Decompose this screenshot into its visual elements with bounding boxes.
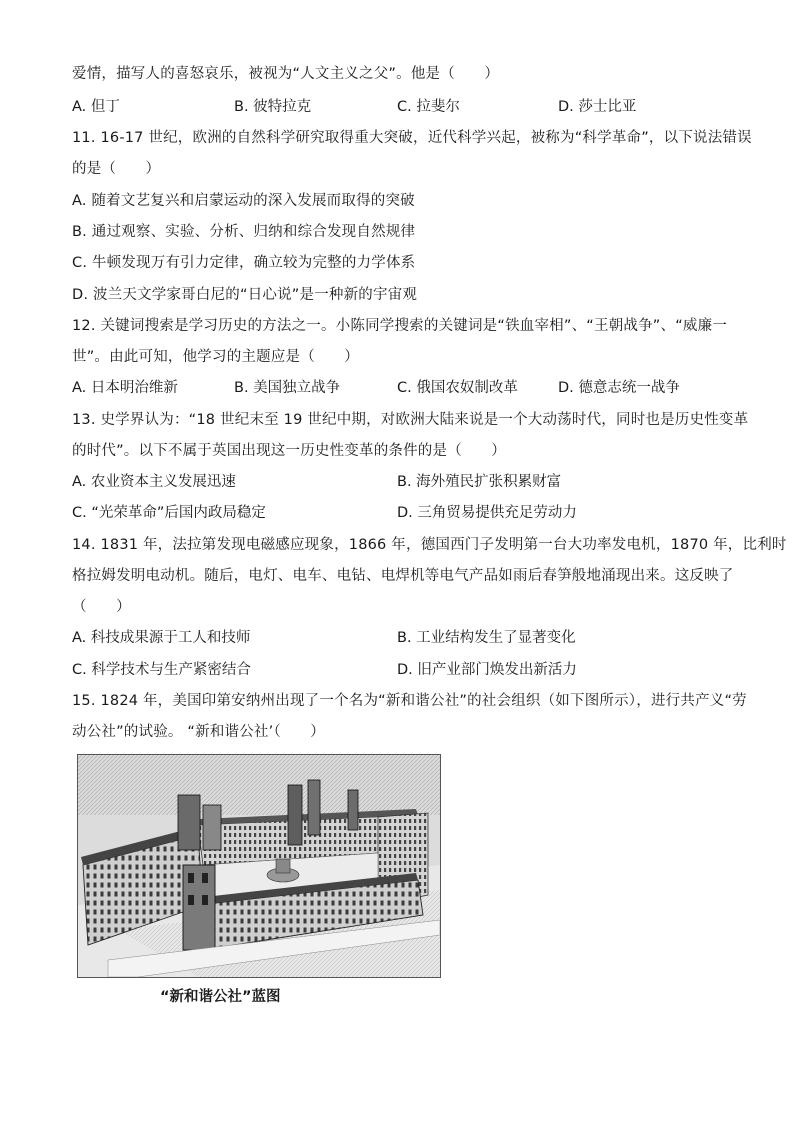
q11-stem-line2: 的是（ ） [72,161,161,177]
q14-stem-line3: （ ） [72,599,131,615]
q13-option-a: A. 农业资本主义发展迅速 [72,474,236,490]
q13-stem-line1: 13. 史学界认为：“18 世纪末至 19 世纪中期，对欧洲大陆来说是一个大动荡时代，同时也是历史性变革 [72,412,749,428]
q14-option-c: C. 科学技术与生产紧密结合 [72,662,251,678]
q14-option-a: A. 科技成果源于工人和技师 [72,630,251,646]
q10-option-c: C. 拉斐尔 [397,99,460,115]
q11-stem-line1: 11. 16-17 世纪，欧洲的自然科学研究取得重大突破，近代科学兴起，被称为“科学革命”，以下说法错误 [72,130,752,146]
question-10-stem-end: 爱情，描写人的喜怒哀乐，被视为“人文主义之父”。他是（ ） [72,66,500,82]
q14-stem-line2: 格拉姆发明电动机。随后，电灯、电车、电钻、电焊机等电气产品如雨后春笋般地涌现出来。这反映了 [72,568,734,584]
q10-option-a: A. 但丁 [72,99,120,115]
figure-caption: “新和谐公社”蓝图 [160,989,281,1005]
q14-option-b: B. 工业结构发生了显著变化 [397,630,576,646]
q11-option-a: A. 随着文艺复兴和启蒙运动的深入发展而取得的突破 [72,193,415,209]
q13-stem-line2: 的时代”。以下不属于英国出现这一历史性变革的条件的是（ ） [72,443,507,459]
q12-option-d: D. 德意志统一战争 [558,380,680,396]
q13-option-b: B. 海外殖民扩张积累财富 [397,474,562,490]
q14-stem-line1: 14. 1831 年，法拉第发现电磁感应现象，1866 年，德国西门子发明第一台大功率发电机，1870 年，比利时 [72,537,787,553]
q10-option-d: D. 莎士比亚 [558,99,637,115]
q14-option-d: D. 旧产业部门焕发出新活力 [397,662,577,678]
q12-option-c: C. 俄国农奴制改革 [397,380,518,396]
q12-option-a: A. 日本明治维新 [72,380,178,396]
q10-option-b: B. 彼特拉克 [234,99,312,115]
q12-stem-line1: 12. 关键词搜索是学习历史的方法之一。小陈同学搜索的关键词是“铁血宰相”、“王朝战争”、“威廉一 [72,318,728,334]
q15-stem-line1: 15. 1824 年，美国印第安纳州出现了一个名为“新和谐公社”的社会组织（如下图所示），进行共产义“劳 [72,693,747,709]
q11-option-c: C. 牛顿发现万有引力定律，确立较为完整的力学体系 [72,255,416,271]
new-harmony-blueprint-image [77,754,441,978]
q15-stem-line2: 动公社”的试验。 “新和谐公社’（ ） [72,724,325,740]
q11-option-d: D. 波兰天文学家哥白尼的“日心说”是一种新的宇宙观 [72,287,418,303]
q13-option-d: D. 三角贸易提供充足劳动力 [397,505,577,521]
q13-option-c: C. “光荣革命”后国内政局稳定 [72,505,266,521]
q11-option-b: B. 通过观察、实验、分析、归纳和综合发现自然规律 [72,224,416,240]
q12-stem-line2: 世”。由此可知，他学习的主题应是（ ） [72,349,360,365]
q12-option-b: B. 美国独立战争 [234,380,341,396]
